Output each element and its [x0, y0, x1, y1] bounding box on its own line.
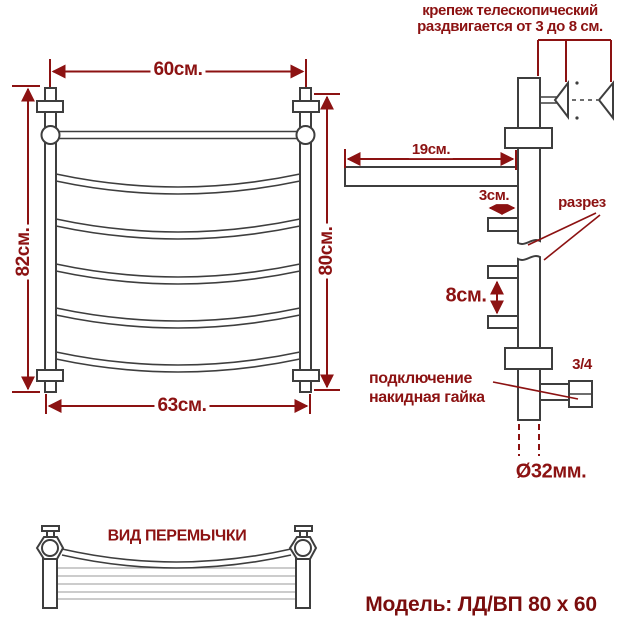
- dim-wall-gap: 3см.: [476, 188, 512, 204]
- dim-connector-spacing: 8см.: [443, 286, 490, 307]
- dim-bracket-depth: 19см.: [409, 142, 453, 158]
- thread-size-label: 3/4: [572, 356, 592, 374]
- dim-bottom-width: 63см.: [154, 396, 209, 416]
- model-label: Модель: ЛД/ВП 80 х 60: [365, 592, 597, 616]
- connection-label: [369, 369, 485, 407]
- crossbar-view-title: ВИД ПЕРЕМЫЧКИ: [107, 527, 247, 545]
- dim-right-height: 80см.: [317, 223, 337, 278]
- section-label: разрез: [558, 194, 606, 212]
- dim-pipe-diameter: Ø32мм.: [515, 460, 587, 483]
- telescopic-fastener-note: [402, 3, 618, 35]
- front-view-drawing: [37, 88, 319, 392]
- connection-label-line2: накидная гайка: [369, 389, 485, 406]
- connection-label-line1: подключение: [369, 370, 472, 387]
- dim-top-width: 60см.: [150, 60, 205, 80]
- dim-left-height: 82см.: [14, 224, 34, 279]
- fastener-note-line2: раздвигается от 3 до 8 см.: [417, 17, 603, 35]
- fastener-note-line1: крепеж телескопический: [422, 2, 598, 19]
